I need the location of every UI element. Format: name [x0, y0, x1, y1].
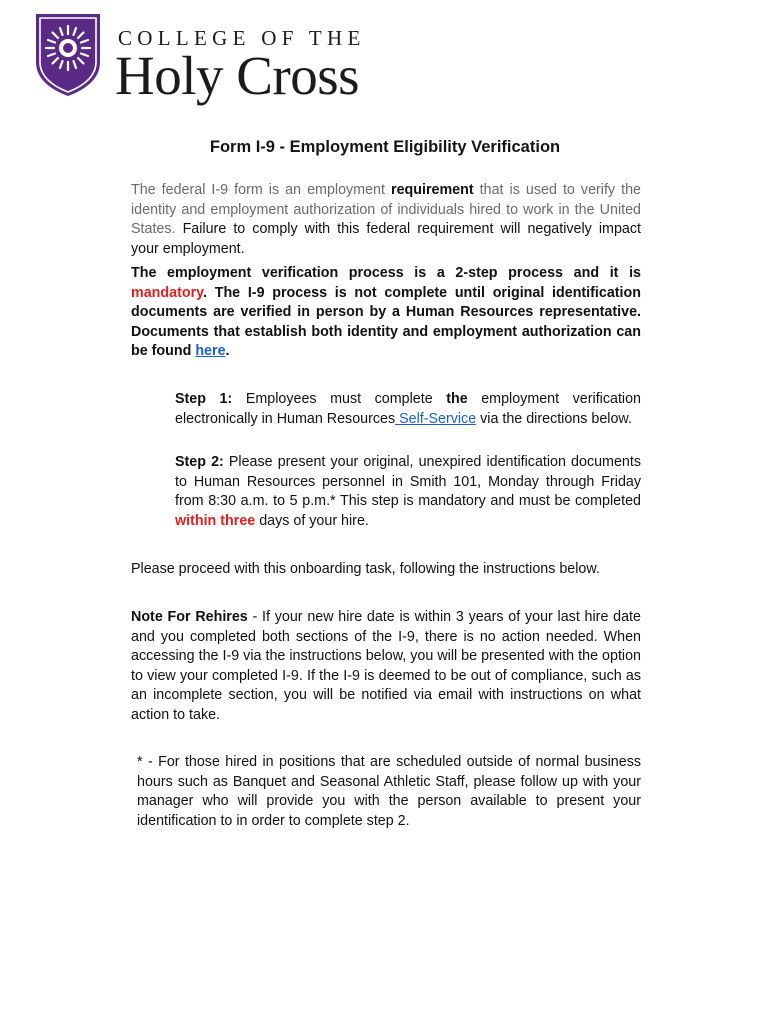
footnote: * - For those hired in positions that are scheduled outside of normal business hours such as Banquet and Seasonal Athletic Staff, please follow up with your manager who will provide you with the person available to present your identification to in order to complete step 2. [137, 754, 641, 829]
intro-warning: Failure to comply with this federal requirement will negatively impact your employment. [131, 221, 641, 257]
step1-text-cont: employment verification electronically in Human Resources [175, 391, 641, 427]
college-logo [34, 12, 394, 106]
intro-paragraph [131, 181, 641, 259]
step2-label: Step 2: [175, 454, 224, 470]
process-paragraph [131, 264, 641, 362]
step1-text: Employees must complete [232, 391, 447, 407]
process-text-cont: . The I-9 process is not complete until original identification documents are verified in person by a Human Resources representative. Documents that establish both identity and employment authorization can be found [131, 284, 641, 360]
intro-text: The federal I-9 form is an employment [131, 182, 391, 198]
documents-here-link[interactable]: here [195, 343, 226, 360]
step2-text: Please present your original, unexpired identification documents to Human Resources personnel in Smith 101, Monday through Friday from 8:30 a.m. to 5 p.m.* This step is mandatory and must be completed [175, 454, 641, 510]
process-text: The employment verification process is a 2-step process and it is [131, 265, 641, 281]
rehire-note [131, 608, 641, 726]
logo-wordmark-bottom: Holy Cross [115, 45, 360, 106]
step2-paragraph [175, 453, 641, 531]
rehire-text: - If your new hire date is within 3 years of your last hire date and you completed both sections of the I-9, there is no action needed. When accessing the I-9 via the instructions below, you will be presented with the option to view your completed I-9. If the I-9 is deemed to be out of compliance, such as an incomplete section, you will be notified via email with instructions on what action to take. [131, 609, 641, 723]
proceed-paragraph: Please proceed with this onboarding task, following the instructions below. [131, 561, 600, 577]
logo-wordmark-top: COLLEGE OF THE [118, 26, 366, 50]
self-service-link[interactable]: Self-Service [395, 410, 477, 427]
rehire-label: Note For Rehires [131, 609, 248, 625]
step2-text-end: days of your hire. [255, 512, 369, 529]
page-title: Form I-9 - Employment Eligibility Verification [209, 138, 561, 156]
crest-icon [34, 12, 102, 98]
mandatory-emphasis: mandatory [131, 284, 204, 301]
step1-paragraph [175, 390, 641, 429]
step1-text-end: via the directions below. [476, 410, 632, 427]
within-three-emphasis: within three [175, 512, 256, 529]
intro-text-cont: that is used to verify the identity and employment authorization of individuals hired to work in the United States. [131, 182, 641, 238]
process-text-end: . [225, 343, 230, 360]
requirement-emphasis: requirement [391, 182, 474, 198]
step1-emphasis: the [446, 391, 468, 407]
step1-label: Step 1: [175, 391, 233, 407]
